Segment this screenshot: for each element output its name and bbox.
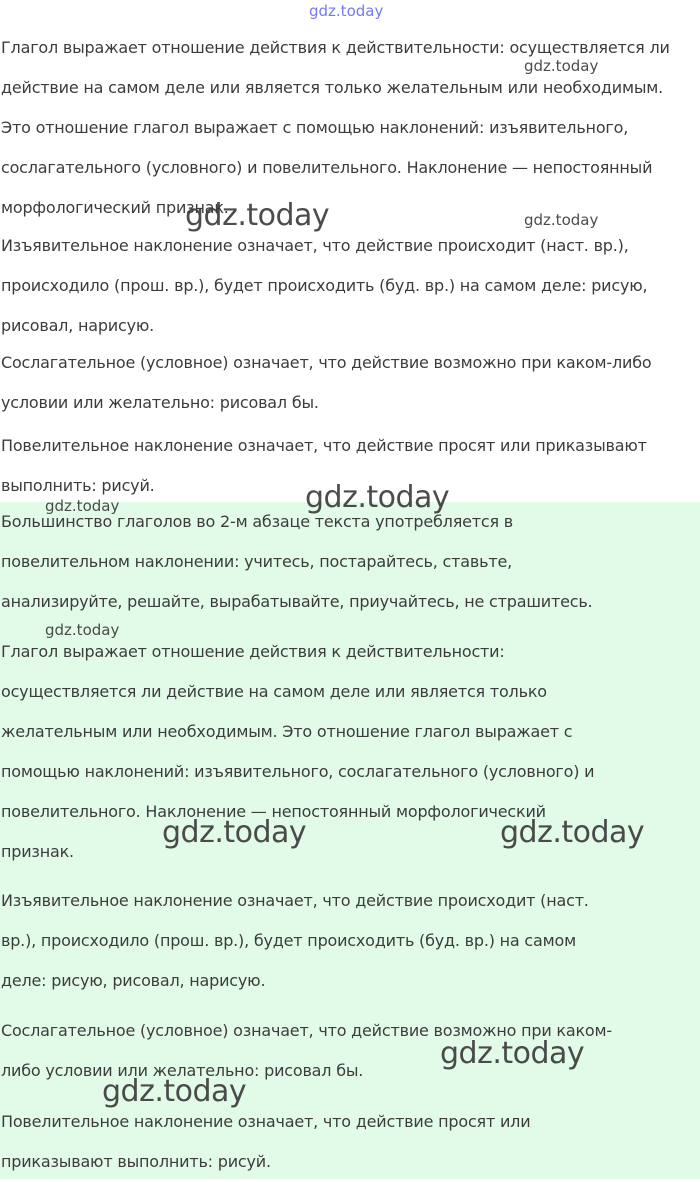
theory-paragraph-mood-definition: Глагол выражает отношение действия к действительности: осуществляется ли действие на самом деле или является только желательным или необходимым. Это отношение глагол выражает с помощью наклонений: изъявительного, сослагательного (условного) и повелительного. Наклонение — непостоянный морфологический признак. [1, 38, 670, 217]
theory-paragraph-imperative: Повелительное наклонение означает, что действие просят или приказывают выполнить: рисуй. [1, 436, 647, 495]
theory-paragraph-indicative: Изъявительное наклонение означает, что действие происходит (наст. вр.), происходило (прош. вр.), будет происходить (буд. вр.) на самом деле: рисую, рисовал, нарисую. [1, 236, 648, 335]
answer-paragraph-mood-definition: Глагол выражает отношение действия к действительности: осуществляется ли действие на самом деле или является только желательным или необходимым. Это отношение глагол выражает с помощью наклонений: изъявительного, сослагательного (условного) и повелительного. Наклонение — непостоянный морфологический признак. [1, 642, 595, 861]
watermark: gdz.today [45, 621, 120, 639]
answer-paragraph-imperative: Повелительное наклонение означает, что действие просят или приказывают выполнить: рисуй. [1, 1112, 531, 1171]
watermark: gdz.today [524, 211, 599, 229]
watermark: gdz.today [524, 57, 599, 75]
answer-paragraph-indicative: Изъявительное наклонение означает, что действие происходит (наст. вр.), происходило (прош. вр.), будет происходить (буд. вр.) на самом деле: рисую, рисовал, нарисую. [1, 891, 589, 990]
watermark: gdz.today [162, 815, 307, 850]
header-watermark: gdz.today [309, 2, 384, 20]
answer-paragraph-imperative-verbs: Большинство глаголов во 2-м абзаце текста употребляется в повелительном наклонении: учитесь, постарайтесь, ставьте, анализируйте, решайте, вырабатывайте, приучайтесь, не страшитесь. [1, 512, 593, 611]
watermark: gdz.today [102, 1074, 247, 1109]
watermark: gdz.today [440, 1036, 585, 1071]
watermark: gdz.today [45, 497, 120, 515]
watermark: gdz.today [500, 815, 645, 850]
watermark: gdz.today [305, 480, 450, 515]
theory-paragraph-conditional: Сослагательное (условное) означает, что действие возможно при каком-либо условии или желательно: рисовал бы. [1, 353, 652, 412]
watermark: gdz.today [185, 198, 330, 233]
answer-paragraph-conditional: Сослагательное (условное) означает, что действие возможно при каком- либо условии или желательно: рисовал бы. [1, 1021, 612, 1080]
